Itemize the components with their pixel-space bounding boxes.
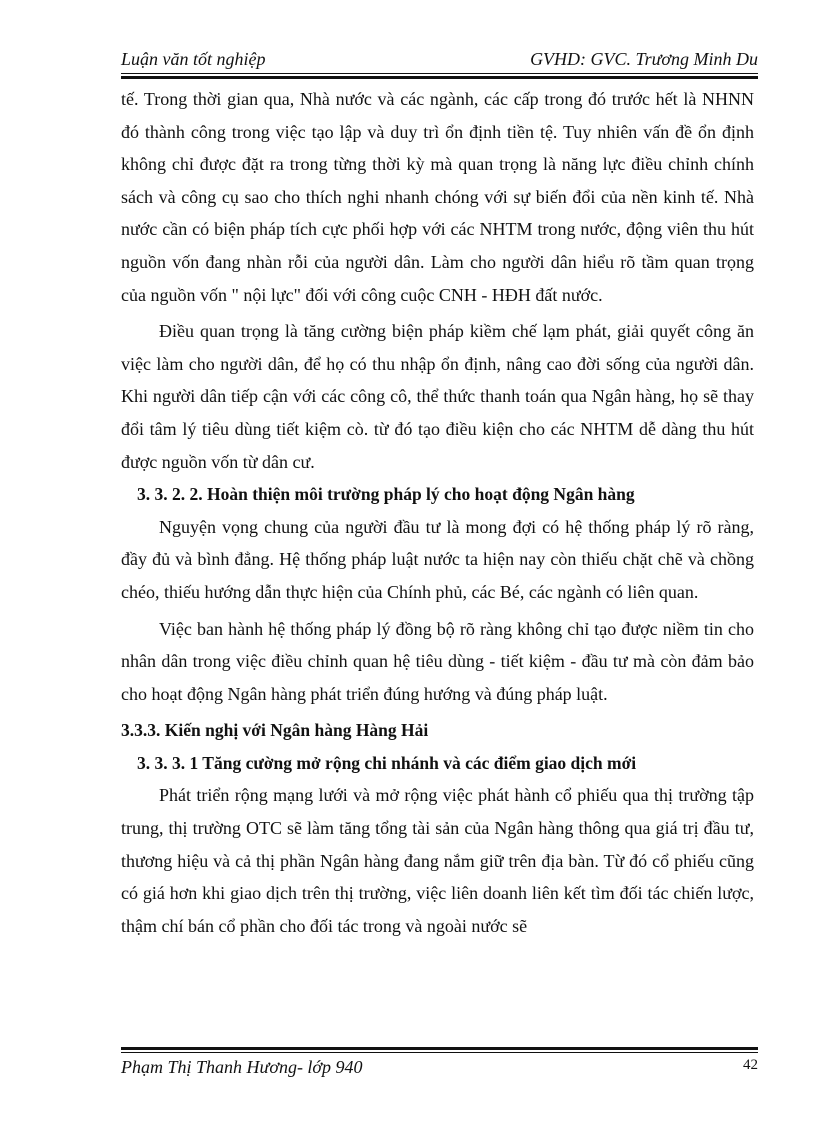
header-advisor: GVHD: GVC. Trương Minh Du bbox=[530, 49, 758, 69]
paragraph-2: Điều quan trọng là tăng cường biện pháp kiềm chế lạm phát, giải quyết công ăn việc làm cho người dân, để họ có thu nhập ổn định, nâng cao đời sống của người dân. Khi người dân tiếp cận với các công cô, thể thức thanh toán qua Ngân hàng, họ sẽ thay đổi tâm lý tiêu dùng tiết kiệm cò. từ đó tạo điều kiện cho các NHTM dễ dàng thu hút được nguồn vốn từ dân cư. bbox=[121, 321, 754, 472]
section-heading-3-3-3-1: 3. 3. 3. 1 Tăng cường mở rộng chi nhánh và các điểm giao dịch mới bbox=[137, 752, 637, 773]
page-number: 42 bbox=[743, 1057, 758, 1073]
header-rule-thick bbox=[121, 76, 758, 79]
header-title: Luận văn tốt nghiệp bbox=[121, 49, 266, 69]
paragraph-1: tế. Trong thời gian qua, Nhà nước và các ngành, các cấp trong đó trước hết là NHNN đó thành công trong việc tạo lập và duy trì ổn định tiền tệ. Tuy nhiên vấn đề ổn định không chỉ được đặt ra trong từng thời kỳ mà quan trọng là năng lực điều chỉnh chính sách và công cụ sao cho thích nghi nhanh chóng với sự biến đổi của nền kinh tế. Nhà nước cần có biện pháp tích cực phối hợp với các NHTM trong nước, động viên thu hút nguồn vốn đang nhàn rỗi của người dân. Làm cho người dân hiểu rõ tầm quan trọng của nguồn vốn " nội lực" đối với công cuộc CNH - HĐH đất nước. bbox=[121, 89, 754, 305]
paragraph-3: Nguyện vọng chung của người đầu tư là mong đợi có hệ thống pháp lý rõ ràng, đầy đủ và bình đẳng. Hệ thống pháp luật nước ta hiện nay còn thiếu chặt chẽ và chồng chéo, thiếu hướng dẫn thực hiện của Chính phủ, các Bé, các ngành có liên quan. bbox=[121, 516, 754, 602]
footer-rule-thin bbox=[121, 1052, 758, 1053]
paragraph-4: Việc ban hành hệ thống pháp lý đồng bộ rõ ràng không chỉ tạo được niềm tin cho nhân dân trong việc điều chỉnh quan hệ tiêu dùng - tiết kiệm - đầu tư mà còn đảm bảo cho hoạt động Ngân hàng phát triển đúng hướng và đúng pháp luật. bbox=[121, 618, 754, 704]
header-rule-thin bbox=[121, 73, 758, 74]
page-body bbox=[121, 83, 754, 942]
section-heading-3-3-2-2: 3. 3. 2. 2. Hoàn thiện môi trường pháp lý cho hoạt động Ngân hàng bbox=[137, 484, 635, 505]
page-header bbox=[121, 49, 758, 73]
footer-author: Phạm Thị Thanh Hương- lớp 940 bbox=[121, 1057, 363, 1077]
paragraph-5: Phát triển rộng mạng lưới và mở rộng việc phát hành cổ phiếu qua thị trường tập trung, thị trường OTC sẽ làm tăng tổng tài sản của Ngân hàng thông qua giá trị đầu tư, thương hiệu và cả thị phần Ngân hàng đang nắm giữ trên địa bàn. Từ đó cổ phiếu cũng có giá hơn khi giao dịch trên thị trường, việc liên doanh liên kết tìm đối tác chiến lược, thậm chí bán cổ phần cho đối tác trong và ngoài nước sẽ bbox=[121, 785, 754, 936]
section-heading-3-3-3: 3.3.3. Kiến nghị với Ngân hàng Hàng Hải bbox=[121, 720, 429, 741]
footer-rule-thick bbox=[121, 1047, 758, 1050]
